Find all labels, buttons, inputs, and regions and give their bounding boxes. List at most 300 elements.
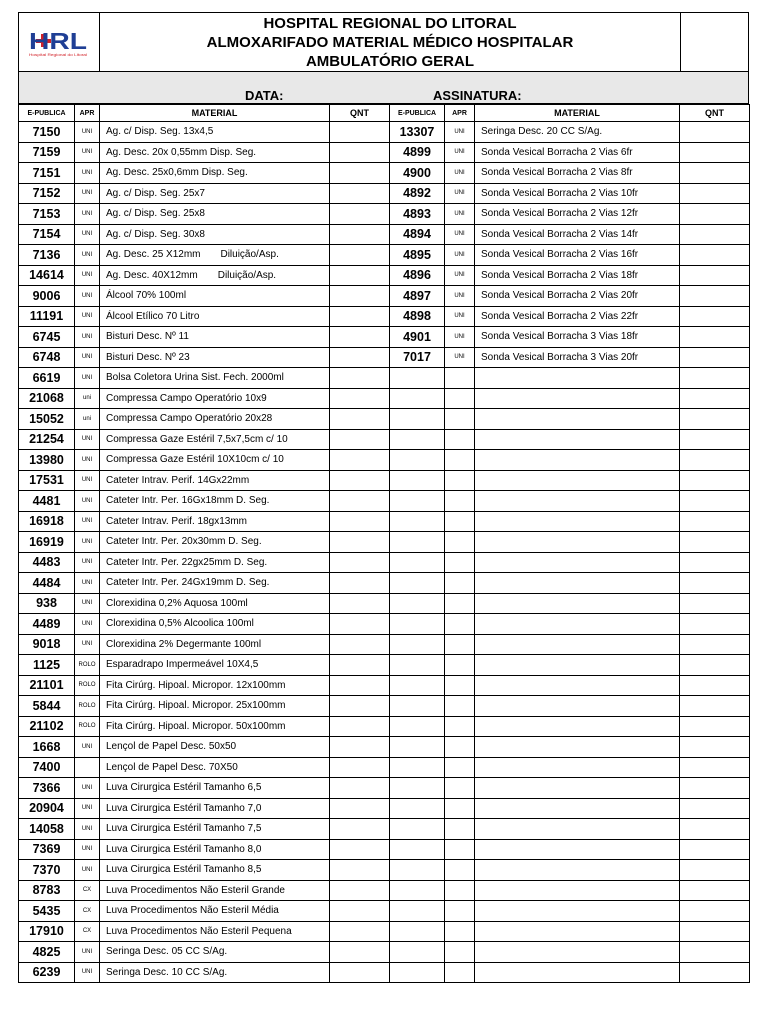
item-unit: uni	[75, 388, 100, 409]
item-material	[100, 347, 330, 368]
item-material	[100, 142, 330, 163]
header-gap	[18, 72, 749, 88]
item-quantity-field[interactable]	[330, 655, 390, 676]
item-material	[100, 183, 330, 204]
item-quantity-field[interactable]	[330, 819, 390, 840]
item-material: Sonda Vesical Borracha 2 Vias 16fr	[475, 245, 680, 266]
item-quantity-field[interactable]	[680, 696, 750, 717]
item-quantity-field[interactable]	[680, 245, 750, 266]
empty-material-cell[interactable]	[475, 798, 680, 819]
table-row	[19, 532, 750, 553]
item-unit: UNI	[445, 122, 475, 143]
empty-unit-cell[interactable]	[445, 860, 475, 881]
item-quantity-field[interactable]	[680, 593, 750, 614]
item-quantity-field[interactable]	[680, 327, 750, 348]
empty-code-cell[interactable]	[390, 942, 445, 963]
empty-material-cell[interactable]	[475, 573, 680, 594]
item-material	[100, 552, 330, 573]
empty-unit-cell[interactable]	[445, 491, 475, 512]
item-quantity-field[interactable]	[330, 122, 390, 143]
empty-code-cell[interactable]	[390, 696, 445, 717]
empty-code-cell[interactable]	[390, 593, 445, 614]
item-code: 6239	[19, 962, 75, 983]
item-quantity-field[interactable]	[680, 675, 750, 696]
table-row	[19, 901, 750, 922]
item-unit: ROLO	[75, 675, 100, 696]
item-code: 7370	[19, 860, 75, 881]
item-quantity-field[interactable]	[330, 901, 390, 922]
table-row	[19, 655, 750, 676]
empty-material-cell[interactable]	[475, 757, 680, 778]
empty-material-cell[interactable]	[475, 962, 680, 983]
item-material-name: Bolsa Coletora Urina Sist. Fech. 2000ml	[106, 372, 284, 384]
empty-unit-cell[interactable]	[445, 552, 475, 573]
item-code: 4483	[19, 552, 75, 573]
form-header	[18, 12, 749, 72]
item-material-name: Luva Cirurgica Estéril Tamanho 7,5	[106, 823, 262, 835]
item-unit: UNI	[75, 245, 100, 266]
empty-code-cell[interactable]	[390, 450, 445, 471]
empty-unit-cell[interactable]	[445, 573, 475, 594]
item-material	[100, 593, 330, 614]
empty-unit-cell[interactable]	[445, 921, 475, 942]
item-quantity-field[interactable]	[330, 265, 390, 286]
empty-code-cell[interactable]	[390, 901, 445, 922]
item-quantity-field[interactable]	[680, 183, 750, 204]
empty-code-cell[interactable]	[390, 532, 445, 553]
item-unit: uni	[75, 409, 100, 430]
empty-material-cell[interactable]	[475, 880, 680, 901]
header-apr-left: APR	[75, 105, 100, 122]
table-row	[19, 368, 750, 389]
item-quantity-field[interactable]	[330, 224, 390, 245]
item-material	[100, 737, 330, 758]
item-quantity-field[interactable]	[330, 388, 390, 409]
item-quantity-field[interactable]	[680, 122, 750, 143]
empty-unit-cell[interactable]	[445, 429, 475, 450]
item-quantity-field[interactable]	[680, 921, 750, 942]
empty-material-cell[interactable]	[475, 778, 680, 799]
item-unit: ROLO	[75, 696, 100, 717]
item-unit: UNI	[445, 245, 475, 266]
item-quantity-field[interactable]	[330, 470, 390, 491]
item-quantity-field[interactable]	[330, 183, 390, 204]
item-unit: UNI	[75, 163, 100, 184]
item-quantity-field[interactable]	[330, 798, 390, 819]
item-quantity-field[interactable]	[680, 778, 750, 799]
item-quantity-field[interactable]	[680, 368, 750, 389]
item-code: 15052	[19, 409, 75, 430]
empty-material-cell[interactable]	[475, 716, 680, 737]
item-code: 8783	[19, 880, 75, 901]
item-code: 4481	[19, 491, 75, 512]
table-row	[19, 614, 750, 635]
item-code: 13307	[390, 122, 445, 143]
empty-unit-cell[interactable]	[445, 757, 475, 778]
item-code: 4484	[19, 573, 75, 594]
empty-unit-cell[interactable]	[445, 593, 475, 614]
empty-material-cell[interactable]	[475, 942, 680, 963]
empty-code-cell[interactable]	[390, 614, 445, 635]
item-code: 7400	[19, 757, 75, 778]
item-material: Sonda Vesical Borracha 3 Vias 18fr	[475, 327, 680, 348]
item-quantity-field[interactable]	[330, 306, 390, 327]
item-quantity-field[interactable]	[330, 245, 390, 266]
item-material-name: Bisturi Desc. Nº 11	[106, 331, 189, 343]
item-material-name: Ag. Desc. 20x 0,55mm Disp. Seg.	[106, 146, 257, 158]
item-quantity-field[interactable]	[330, 552, 390, 573]
item-quantity-field[interactable]	[330, 675, 390, 696]
table-row	[19, 880, 750, 901]
item-unit: UNI	[445, 327, 475, 348]
item-material-name: Ag. c/ Disp. Seg. 30x8	[106, 228, 205, 240]
form-title	[100, 13, 681, 71]
empty-code-cell[interactable]	[390, 921, 445, 942]
empty-unit-cell[interactable]	[445, 614, 475, 635]
item-code: 21101	[19, 675, 75, 696]
empty-unit-cell[interactable]	[445, 716, 475, 737]
item-material: Sonda Vesical Borracha 2 Vias 6fr	[475, 142, 680, 163]
item-quantity-field[interactable]	[680, 491, 750, 512]
item-quantity-field[interactable]	[330, 286, 390, 307]
empty-material-cell[interactable]	[475, 593, 680, 614]
empty-unit-cell[interactable]	[445, 737, 475, 758]
item-quantity-field[interactable]	[330, 634, 390, 655]
item-quantity-field[interactable]	[680, 880, 750, 901]
item-quantity-field[interactable]	[680, 573, 750, 594]
item-quantity-field[interactable]	[680, 409, 750, 430]
empty-unit-cell[interactable]	[445, 798, 475, 819]
empty-material-cell[interactable]	[475, 368, 680, 389]
table-row	[19, 491, 750, 512]
empty-unit-cell[interactable]	[445, 819, 475, 840]
department-name: ALMOXARIFADO MATERIAL MÉDICO HOSPITALAR	[206, 33, 574, 51]
empty-code-cell[interactable]	[390, 757, 445, 778]
empty-material-cell[interactable]	[475, 409, 680, 430]
table-row	[19, 860, 750, 881]
item-quantity-field[interactable]	[680, 634, 750, 655]
logo-text: HRL	[29, 28, 87, 54]
item-quantity-field[interactable]	[680, 163, 750, 184]
item-material	[100, 429, 330, 450]
empty-material-cell[interactable]	[475, 429, 680, 450]
item-quantity-field[interactable]	[680, 470, 750, 491]
item-quantity-field[interactable]	[680, 286, 750, 307]
empty-code-cell[interactable]	[390, 511, 445, 532]
item-code: 21068	[19, 388, 75, 409]
item-quantity-field[interactable]	[330, 737, 390, 758]
item-unit: UNI	[445, 286, 475, 307]
item-quantity-field[interactable]	[330, 962, 390, 983]
item-quantity-field[interactable]	[330, 696, 390, 717]
item-quantity-field[interactable]	[680, 962, 750, 983]
item-code: 7369	[19, 839, 75, 860]
signature-label: ASSINATURA:	[433, 88, 522, 103]
empty-code-cell[interactable]	[390, 573, 445, 594]
item-material-name: Fita Cirúrg. Hipoal. Micropor. 25x100mm	[106, 700, 286, 712]
item-quantity-field[interactable]	[330, 511, 390, 532]
item-material	[100, 532, 330, 553]
item-code: 7151	[19, 163, 75, 184]
item-unit: UNI	[445, 224, 475, 245]
empty-material-cell[interactable]	[475, 388, 680, 409]
item-quantity-field[interactable]	[680, 839, 750, 860]
empty-unit-cell[interactable]	[445, 696, 475, 717]
item-material-name: Fita Cirúrg. Hipoal. Micropor. 50x100mm	[106, 720, 286, 732]
item-quantity-field[interactable]	[680, 532, 750, 553]
item-material	[100, 122, 330, 143]
item-quantity-field[interactable]	[330, 757, 390, 778]
item-quantity-field[interactable]	[330, 880, 390, 901]
table-row	[19, 737, 750, 758]
item-material-name: Compressa Campo Operatório 20x28	[106, 413, 273, 425]
item-quantity-field[interactable]	[680, 347, 750, 368]
item-quantity-field[interactable]	[330, 778, 390, 799]
item-code: 1668	[19, 737, 75, 758]
date-signature-bar	[18, 88, 749, 104]
item-quantity-field[interactable]	[680, 306, 750, 327]
item-material-name: Luva Procedimentos Não Esteril Pequena	[106, 925, 292, 937]
empty-code-cell[interactable]	[390, 962, 445, 983]
item-code: 7159	[19, 142, 75, 163]
header-material-left: MATERIAL	[100, 105, 330, 122]
item-quantity-field[interactable]	[680, 901, 750, 922]
item-unit: UNI	[445, 306, 475, 327]
empty-code-cell[interactable]	[390, 409, 445, 430]
item-code: 5844	[19, 696, 75, 717]
item-quantity-field[interactable]	[680, 204, 750, 225]
empty-code-cell[interactable]	[390, 470, 445, 491]
item-code: 21254	[19, 429, 75, 450]
item-unit: UNI	[75, 450, 100, 471]
item-unit: UNI	[75, 839, 100, 860]
empty-code-cell[interactable]	[390, 716, 445, 737]
item-quantity-field[interactable]	[330, 716, 390, 737]
item-quantity-field[interactable]	[330, 163, 390, 184]
empty-unit-cell[interactable]	[445, 880, 475, 901]
item-material-name: Cateter Intr. Per. 24Gx19mm D. Seg.	[106, 577, 270, 589]
table-row	[19, 798, 750, 819]
item-quantity-field[interactable]	[680, 655, 750, 676]
table-row	[19, 675, 750, 696]
item-quantity-field[interactable]	[680, 798, 750, 819]
item-material	[100, 368, 330, 389]
item-quantity-field[interactable]	[330, 839, 390, 860]
item-quantity-field[interactable]	[330, 491, 390, 512]
item-quantity-field[interactable]	[330, 204, 390, 225]
item-quantity-field[interactable]	[330, 921, 390, 942]
table-row	[19, 634, 750, 655]
item-quantity-field[interactable]	[680, 142, 750, 163]
item-unit: UNI	[75, 347, 100, 368]
empty-material-cell[interactable]	[475, 860, 680, 881]
item-unit: CX	[75, 901, 100, 922]
empty-material-cell[interactable]	[475, 470, 680, 491]
item-material	[100, 573, 330, 594]
empty-unit-cell[interactable]	[445, 409, 475, 430]
empty-material-cell[interactable]	[475, 655, 680, 676]
item-code: 1125	[19, 655, 75, 676]
header-blank-cell	[681, 13, 748, 71]
item-unit: ROLO	[75, 655, 100, 676]
empty-code-cell[interactable]	[390, 655, 445, 676]
item-material	[100, 839, 330, 860]
item-quantity-field[interactable]	[680, 388, 750, 409]
empty-material-cell[interactable]	[475, 696, 680, 717]
item-quantity-field[interactable]	[330, 593, 390, 614]
empty-material-cell[interactable]	[475, 737, 680, 758]
item-quantity-field[interactable]	[330, 347, 390, 368]
item-quantity-field[interactable]	[330, 409, 390, 430]
item-unit: UNI	[445, 183, 475, 204]
item-material: Sonda Vesical Borracha 2 Vias 22fr	[475, 306, 680, 327]
empty-code-cell[interactable]	[390, 491, 445, 512]
item-material-name: Luva Cirurgica Estéril Tamanho 8,0	[106, 843, 262, 855]
table-row	[19, 306, 750, 327]
item-quantity-field[interactable]	[680, 429, 750, 450]
item-quantity-field[interactable]	[680, 511, 750, 532]
item-material-note: Diluição/Asp.	[220, 249, 279, 261]
empty-code-cell[interactable]	[390, 778, 445, 799]
item-material-name: Luva Cirurgica Estéril Tamanho 8,5	[106, 864, 262, 876]
empty-unit-cell[interactable]	[445, 778, 475, 799]
table-row	[19, 204, 750, 225]
item-quantity-field[interactable]	[680, 614, 750, 635]
request-form	[18, 12, 749, 983]
item-code: 7152	[19, 183, 75, 204]
empty-unit-cell[interactable]	[445, 962, 475, 983]
empty-code-cell[interactable]	[390, 860, 445, 881]
empty-material-cell[interactable]	[475, 901, 680, 922]
item-code: 17910	[19, 921, 75, 942]
item-unit: UNI	[75, 491, 100, 512]
empty-material-cell[interactable]	[475, 532, 680, 553]
item-quantity-field[interactable]	[330, 142, 390, 163]
item-quantity-field[interactable]	[330, 614, 390, 635]
item-material-name: Compressa Campo Operatório 10x9	[106, 392, 267, 404]
header-material-right: MATERIAL	[475, 105, 680, 122]
item-code: 4897	[390, 286, 445, 307]
item-code: 6619	[19, 368, 75, 389]
item-material	[100, 696, 330, 717]
empty-unit-cell[interactable]	[445, 532, 475, 553]
item-quantity-field[interactable]	[680, 716, 750, 737]
empty-material-cell[interactable]	[475, 511, 680, 532]
empty-code-cell[interactable]	[390, 798, 445, 819]
item-code: 20904	[19, 798, 75, 819]
item-unit: UNI	[75, 327, 100, 348]
empty-unit-cell[interactable]	[445, 368, 475, 389]
item-unit: UNI	[445, 163, 475, 184]
empty-unit-cell[interactable]	[445, 388, 475, 409]
empty-material-cell[interactable]	[475, 450, 680, 471]
empty-material-cell[interactable]	[475, 819, 680, 840]
empty-material-cell[interactable]	[475, 839, 680, 860]
item-code: 21102	[19, 716, 75, 737]
empty-material-cell[interactable]	[475, 675, 680, 696]
item-material-name: Lençol de Papel Desc. 50x50	[106, 741, 237, 753]
empty-material-cell[interactable]	[475, 921, 680, 942]
empty-code-cell[interactable]	[390, 634, 445, 655]
item-quantity-field[interactable]	[330, 942, 390, 963]
item-unit: UNI	[75, 942, 100, 963]
item-code: 17531	[19, 470, 75, 491]
item-quantity-field[interactable]	[680, 224, 750, 245]
logo-subtext: Hospital Regional do Litoral	[29, 53, 88, 57]
item-material-note: Diluição/Asp.	[217, 269, 277, 281]
item-quantity-field[interactable]	[680, 757, 750, 778]
item-quantity-field[interactable]	[330, 573, 390, 594]
item-material: Sonda Vesical Borracha 2 Vias 14fr	[475, 224, 680, 245]
item-material-name: Ag. Desc. 40X12mm	[106, 269, 198, 281]
empty-material-cell[interactable]	[475, 552, 680, 573]
item-quantity-field[interactable]	[680, 819, 750, 840]
empty-unit-cell[interactable]	[445, 450, 475, 471]
item-quantity-field[interactable]	[680, 552, 750, 573]
empty-code-cell[interactable]	[390, 675, 445, 696]
item-unit: UNI	[445, 347, 475, 368]
item-quantity-field[interactable]	[330, 860, 390, 881]
item-material-name: Clorexidina 2% Degermante 100ml	[106, 638, 262, 650]
item-unit: UNI	[75, 593, 100, 614]
item-quantity-field[interactable]	[330, 327, 390, 348]
item-material	[100, 286, 330, 307]
empty-unit-cell[interactable]	[445, 675, 475, 696]
empty-code-cell[interactable]	[390, 429, 445, 450]
empty-code-cell[interactable]	[390, 388, 445, 409]
empty-material-cell[interactable]	[475, 491, 680, 512]
item-unit: CX	[75, 921, 100, 942]
item-quantity-field[interactable]	[680, 942, 750, 963]
empty-code-cell[interactable]	[390, 839, 445, 860]
item-quantity-field[interactable]	[680, 265, 750, 286]
empty-unit-cell[interactable]	[445, 655, 475, 676]
empty-unit-cell[interactable]	[445, 839, 475, 860]
item-quantity-field[interactable]	[680, 737, 750, 758]
item-quantity-field[interactable]	[680, 450, 750, 471]
empty-unit-cell[interactable]	[445, 634, 475, 655]
item-material: Sonda Vesical Borracha 2 Vias 8fr	[475, 163, 680, 184]
item-unit: UNI	[445, 142, 475, 163]
item-material	[100, 388, 330, 409]
empty-code-cell[interactable]	[390, 552, 445, 573]
item-quantity-field[interactable]	[330, 450, 390, 471]
empty-code-cell[interactable]	[390, 737, 445, 758]
item-material-name: Fita Cirúrg. Hipoal. Micropor. 12x100mm	[106, 679, 286, 691]
table-row	[19, 716, 750, 737]
table-row	[19, 429, 750, 450]
item-code: 7153	[19, 204, 75, 225]
empty-code-cell[interactable]	[390, 368, 445, 389]
empty-unit-cell[interactable]	[445, 470, 475, 491]
item-unit: UNI	[75, 286, 100, 307]
item-material-name: Ag. c/ Disp. Seg. 13x4,5	[106, 126, 214, 138]
empty-unit-cell[interactable]	[445, 511, 475, 532]
item-quantity-field[interactable]	[330, 532, 390, 553]
item-quantity-field[interactable]	[330, 429, 390, 450]
empty-unit-cell[interactable]	[445, 901, 475, 922]
empty-material-cell[interactable]	[475, 614, 680, 635]
item-unit	[75, 757, 100, 778]
empty-code-cell[interactable]	[390, 880, 445, 901]
item-quantity-field[interactable]	[330, 368, 390, 389]
empty-code-cell[interactable]	[390, 819, 445, 840]
table-row	[19, 696, 750, 717]
empty-unit-cell[interactable]	[445, 942, 475, 963]
item-material-name: Ag. Desc. 25 X12mm	[106, 249, 201, 261]
item-quantity-field[interactable]	[680, 860, 750, 881]
empty-material-cell[interactable]	[475, 634, 680, 655]
